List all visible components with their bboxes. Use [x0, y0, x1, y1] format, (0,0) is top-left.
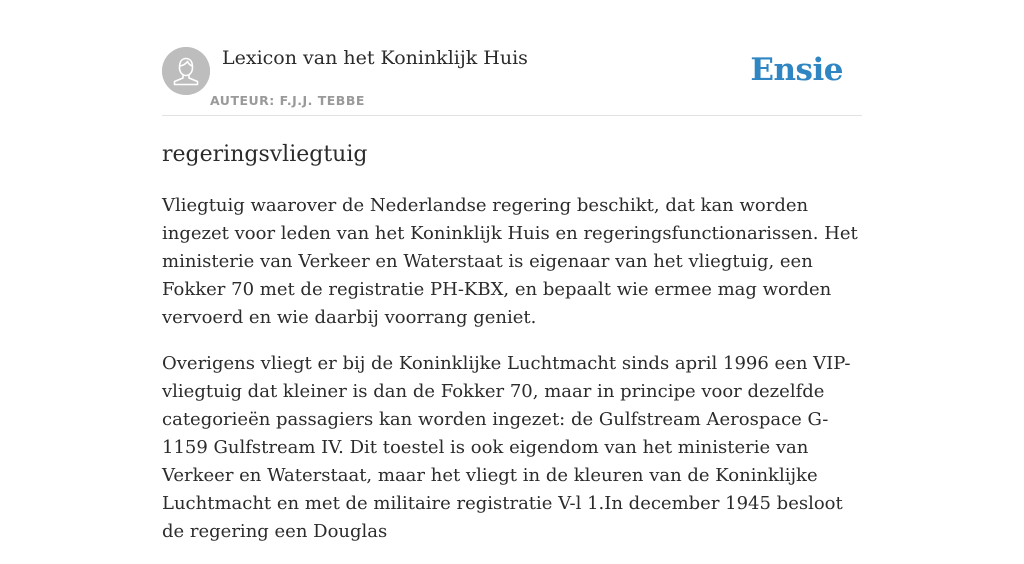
entry-content [162, 192, 862, 564]
page [162, 0, 862, 542]
author-label: AUTEUR: F.J.J. TEBBE [210, 93, 365, 108]
entry-paragraph: Overigens vliegt er bij de Koninklijke Luchtmacht sinds april 1996 een VIP-vliegtuig dat kleiner is dan de Fokker 70, maar in principe voor dezelfde categorieën passagiers kan worden ingezet: de Gulfstream Aerospace G-1159 Gulfstream IV. Dit toestel is ook eigendom van het ministerie van Verkeer en Waterstaat, maar het vliegt in de kleuren van de Koninklijke Luchtmacht en met de militaire registratie V-l 1.In december 1945 besloot de regering een Douglas [162, 353, 851, 542]
user-avatar-icon[interactable] [162, 47, 210, 95]
entry-header [162, 0, 862, 116]
entry-paragraph: Vliegtuig waarover de Nederlandse regering beschikt, dat kan worden ingezet voor leden van het Koninklijk Huis en regeringsfunctionarissen. Het ministerie van Verkeer en Waterstaat is eigenaar van het vliegtuig, een Fokker 70 met de registratie PH-KBX, en bepaalt wie ermee mag worden vervoerd en wie daarbij voorrang geniet. [162, 195, 858, 328]
book-title[interactable]: Lexicon van het Koninklijk Huis [222, 47, 528, 69]
brand-logo[interactable]: Ensie [750, 52, 843, 88]
entry-headword: regeringsvliegtuig [162, 142, 368, 167]
